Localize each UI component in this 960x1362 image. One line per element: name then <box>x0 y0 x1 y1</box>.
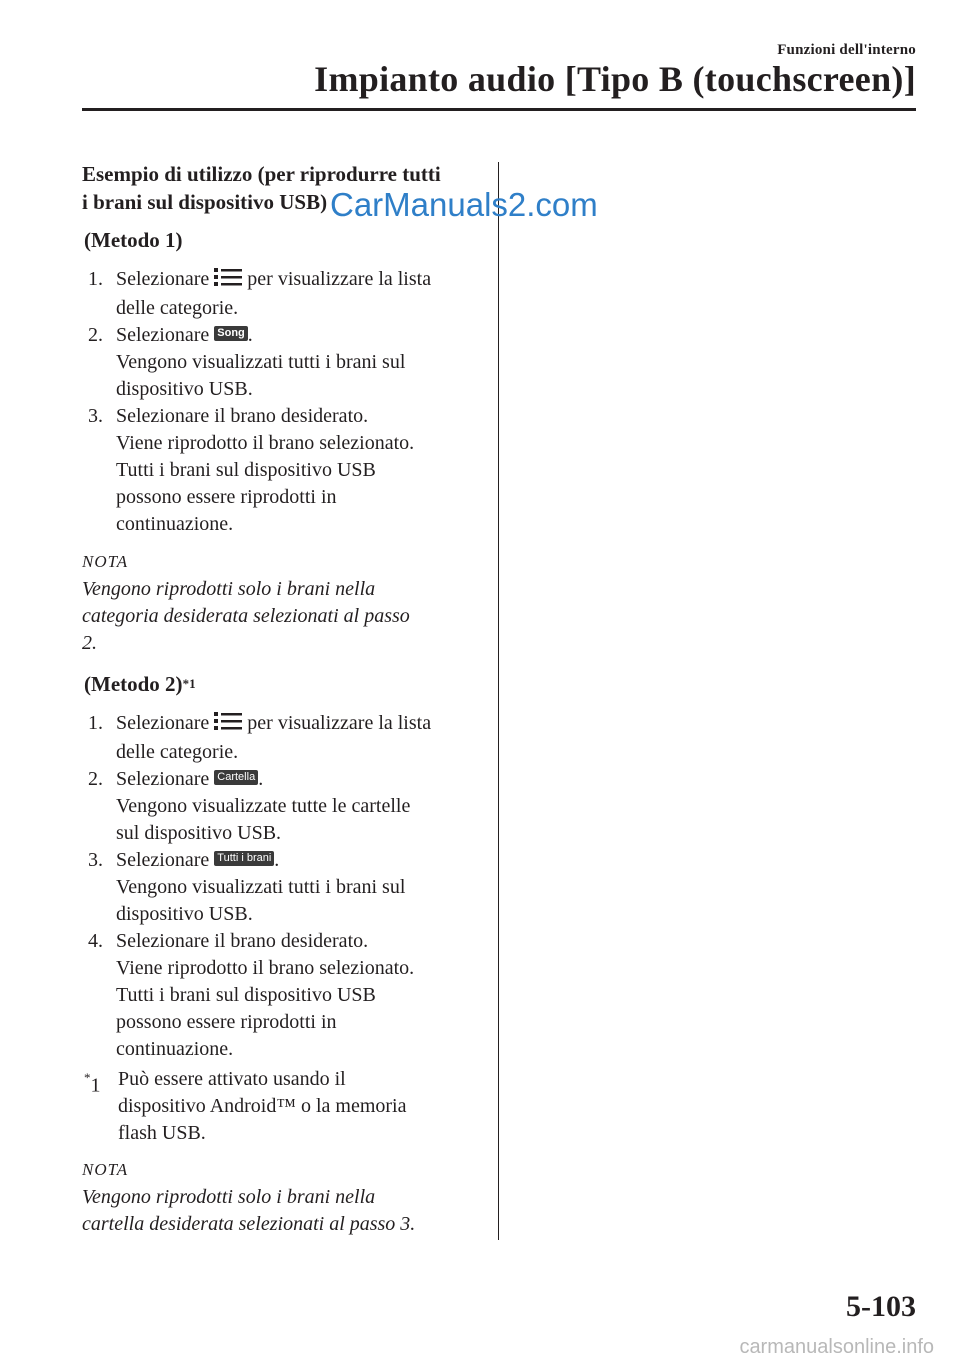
step-text: dispositivo USB. <box>116 378 253 400</box>
column-divider <box>498 162 499 1240</box>
step-text: Viene riprodotto il brano selezionato. <box>116 957 415 979</box>
footnote-line: Può essere attivato usando il <box>118 1068 346 1090</box>
section-label: Funzioni dell'interno <box>777 42 916 58</box>
nota-line: cartella desiderata selezionati al passo 3. <box>82 1213 416 1235</box>
step-text: . <box>247 324 253 346</box>
list-icon <box>214 711 242 739</box>
method-1-title: (Metodo 1) <box>84 228 183 252</box>
step-text: continuazione. <box>116 513 234 535</box>
step-item <box>88 266 488 322</box>
example-heading-line: Esempio di utilizzo (per riprodurre tutti <box>82 162 441 186</box>
nota-line: 2. <box>82 632 97 654</box>
step-text: per visualizzare la lista <box>247 268 432 290</box>
step-text: Selezionare <box>116 268 210 290</box>
step-text: Tutti i brani sul dispositivo USB <box>116 984 376 1006</box>
method-2-title-text: (Metodo 2) <box>84 672 183 696</box>
watermark-logo: CarManuals2.com <box>330 186 598 223</box>
method-1-steps <box>88 266 488 538</box>
step-text: . <box>274 849 280 871</box>
step-text: continuazione. <box>116 1038 234 1060</box>
list-icon <box>214 267 242 295</box>
step-text: . <box>258 768 264 790</box>
example-heading-line: i brani sul dispositivo USB) <box>82 190 328 214</box>
footnote-mark: *1 <box>84 1070 101 1097</box>
nota-line: Vengono riprodotti solo i brani nella <box>82 578 376 600</box>
step-item <box>88 766 488 847</box>
step-item <box>88 847 488 928</box>
step-number: 4. <box>88 930 103 952</box>
nota-line: Vengono riprodotti solo i brani nella <box>82 1186 376 1208</box>
nota-title: NOTA <box>82 552 129 571</box>
step-number: 2. <box>88 768 103 790</box>
step-item <box>88 322 488 403</box>
nota-line: categoria desiderata selezionati al passo <box>82 605 410 627</box>
method-2-title <box>84 672 196 697</box>
step-text: Selezionare <box>116 768 210 790</box>
step-text: possono essere riprodotti in <box>116 1011 337 1033</box>
footnote <box>84 1066 484 1147</box>
step-text: per visualizzare la lista <box>247 712 432 734</box>
step-number: 1. <box>88 712 103 734</box>
step-number: 3. <box>88 849 103 871</box>
method-2-steps <box>88 710 488 1063</box>
song-button-icon: Song <box>214 326 248 341</box>
step-text: Viene riprodotto il brano selezionato. <box>116 432 415 454</box>
nota-title: NOTA <box>82 1160 129 1179</box>
step-text: delle categorie. <box>116 741 239 763</box>
step-item <box>88 710 488 766</box>
tutti-i-brani-button-icon: Tutti i brani <box>214 851 274 866</box>
step-item <box>88 403 488 538</box>
step-text: Selezionare <box>116 324 210 346</box>
footnote-mark: *1 <box>182 676 196 691</box>
step-text: Vengono visualizzati tutti i brani sul <box>116 876 406 898</box>
step-text: Tutti i brani sul dispositivo USB <box>116 459 376 481</box>
page-number: 5-103 <box>846 1290 916 1323</box>
nota-text <box>82 576 482 657</box>
footer-watermark: carmanualsonline.info <box>739 1336 934 1358</box>
step-text: Selezionare il brano desiderato. <box>116 930 369 952</box>
step-text: dispositivo USB. <box>116 903 253 925</box>
cartella-button-icon: Cartella <box>214 770 258 785</box>
step-text: Vengono visualizzati tutti i brani sul <box>116 351 406 373</box>
step-text: delle categorie. <box>116 297 239 319</box>
step-text: Selezionare <box>116 712 210 734</box>
header-rule <box>82 108 916 111</box>
nota-text <box>82 1184 482 1238</box>
step-item <box>88 928 488 1063</box>
step-text: possono essere riprodotti in <box>116 486 337 508</box>
step-text: Vengono visualizzate tutte le cartelle <box>116 795 411 817</box>
step-text: Selezionare il brano desiderato. <box>116 405 369 427</box>
page-title: Impianto audio [Tipo B (touchscreen)] <box>314 59 916 99</box>
step-number: 2. <box>88 324 103 346</box>
step-number: 1. <box>88 268 103 290</box>
footnote-line: flash USB. <box>118 1122 206 1144</box>
step-number: 3. <box>88 405 103 427</box>
footnote-line: dispositivo Android™ o la memoria <box>118 1095 407 1117</box>
step-text: sul dispositivo USB. <box>116 822 282 844</box>
step-text: Selezionare <box>116 849 210 871</box>
